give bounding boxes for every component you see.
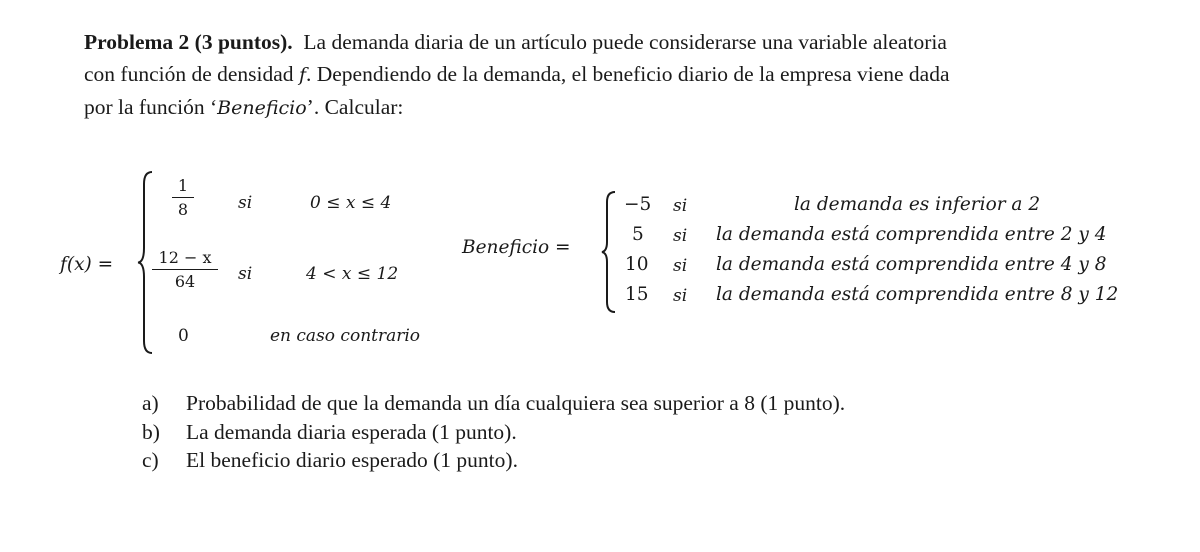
- profit-function-name: Beneficio: [217, 97, 307, 119]
- fraction-bar: [172, 197, 194, 198]
- density-case3-value: 0: [178, 326, 189, 346]
- density-case1-si: si: [238, 193, 253, 213]
- statement-line2-text-a: con función de densidad: [84, 62, 294, 86]
- left-brace-icon: [600, 190, 618, 314]
- profit-case2-value: 5: [632, 224, 644, 245]
- statement-line3-text-b: ’. Calcular:: [306, 95, 404, 119]
- statement-line-2: [84, 58, 1124, 91]
- fraction-denominator: 8: [177, 200, 189, 219]
- questions-list: [142, 389, 845, 475]
- list-item: [142, 446, 845, 475]
- profit-case1-condition: la demanda es inferior a 2: [794, 194, 1041, 215]
- statement-line3-text-a: por la función ‘: [84, 95, 218, 119]
- profit-lhs: Beneficio =: [462, 237, 571, 258]
- question-label: a): [142, 391, 159, 415]
- profit-case2-si: si: [673, 226, 688, 246]
- profit-case2-condition: la demanda está comprendida entre 2 y 4: [716, 224, 1107, 245]
- profit-case3-condition: la demanda está comprendida entre 4 y 8: [716, 254, 1107, 275]
- density-case1-fraction: [172, 176, 194, 219]
- question-text: El beneficio diario esperado (1 punto).: [186, 448, 518, 472]
- density-case2-si: si: [238, 264, 253, 284]
- profit-case4-value: 15: [625, 284, 649, 305]
- problem-heading: Problema 2 (3 puntos).: [84, 30, 293, 54]
- question-text: La demanda diaria esperada (1 punto).: [186, 419, 517, 444]
- density-case2-condition: 4 < x ≤ 12: [306, 264, 399, 284]
- profit-case1-value: −5: [624, 194, 652, 215]
- list-item: [142, 418, 845, 447]
- profit-case3-si: si: [673, 256, 688, 276]
- density-case2-fraction: [152, 248, 218, 291]
- profit-case4-condition: la demanda está comprendida entre 8 y 12: [716, 284, 1119, 305]
- statement-line1-text: La demanda diaria de un artículo puede considerarse una variable aleatoria: [303, 30, 947, 54]
- fraction-denominator: 64: [174, 272, 196, 291]
- problem-statement: [84, 26, 1124, 124]
- question-text: Probabilidad de que la demanda un día cualquiera sea superior a 8 (1 punto).: [186, 391, 846, 415]
- fraction-numerator: 12 − x: [158, 248, 212, 267]
- question-label: b): [142, 419, 160, 444]
- fraction-bar: [152, 269, 218, 270]
- statement-line-3: [84, 91, 1124, 124]
- profit-case1-si: si: [673, 196, 688, 216]
- statement-line2-text-b: . Dependiendo de la demanda, el beneficio diario de la empresa viene dada: [305, 62, 950, 86]
- profit-case4-si: si: [673, 286, 688, 306]
- profit-case3-value: 10: [625, 254, 649, 275]
- density-case3-condition: en caso contrario: [270, 326, 421, 346]
- fraction-numerator: 1: [177, 176, 189, 195]
- question-label: c): [142, 448, 159, 472]
- statement-line-1: [84, 26, 1124, 58]
- density-case1-condition: 0 ≤ x ≤ 4: [310, 193, 392, 213]
- density-lhs: f(x) =: [60, 254, 114, 275]
- list-item: [142, 389, 845, 418]
- density-symbol: f: [298, 64, 306, 86]
